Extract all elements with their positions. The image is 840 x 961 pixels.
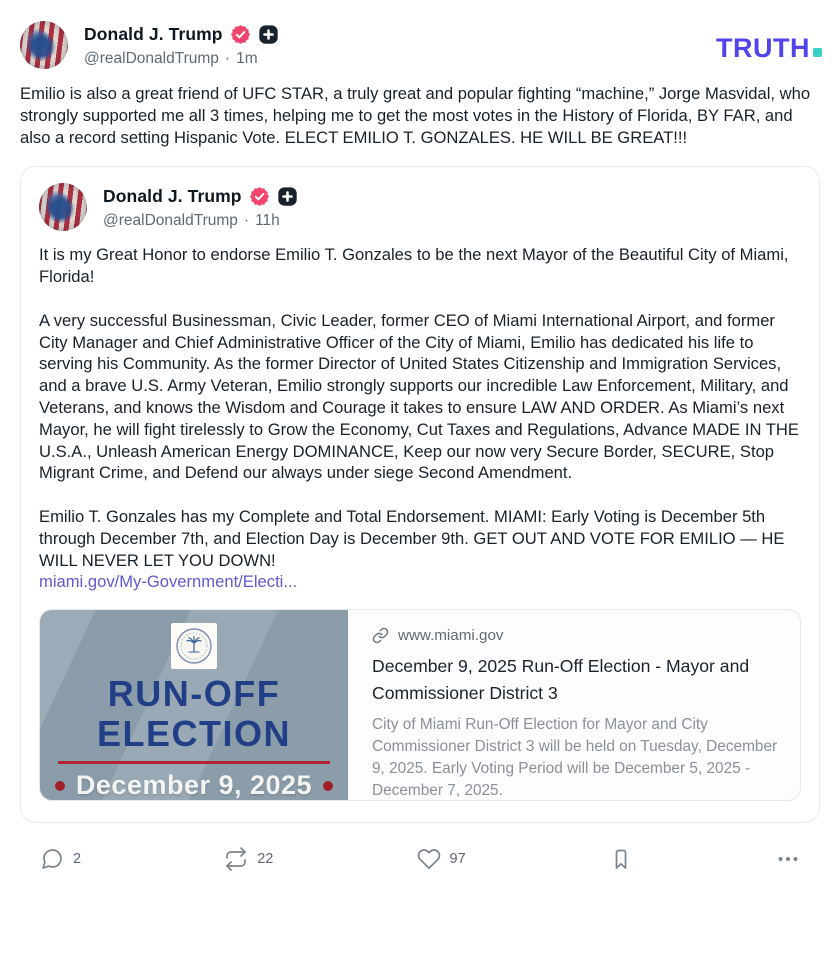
- separator-dot: ·: [243, 212, 250, 230]
- more-button[interactable]: [776, 847, 800, 871]
- truth-logo-text: TRUTH: [716, 33, 810, 63]
- link-preview-image: [40, 610, 348, 800]
- post-url-link[interactable]: miami.gov/My-Government/Electi...: [39, 572, 298, 592]
- truth-plus-badge-icon: [258, 24, 279, 45]
- runoff-headline-2: ELECTION: [96, 713, 291, 755]
- verified-badge-icon: [249, 186, 270, 207]
- quoted-post-timestamp[interactable]: 11h: [255, 212, 280, 230]
- quoted-post-card[interactable]: [20, 166, 820, 823]
- runoff-headline-1: RUN-OFF: [107, 673, 281, 715]
- truth-logo[interactable]: [716, 33, 822, 64]
- reply-count: 2: [73, 851, 82, 868]
- quoted-author-handle[interactable]: @realDonaldTrump: [103, 212, 238, 230]
- retruth-count: 22: [257, 851, 274, 868]
- link-preview-body: [348, 610, 800, 800]
- like-icon: [417, 847, 441, 871]
- miami-city-seal: [171, 623, 217, 669]
- quoted-paragraph: Emilio T. Gonzales has my Complete and Total Endorsement. MIAMI: Early Voting is December 5th through December 7th, and Election Day is December 9th. GET OUT AND VOTE FOR EMILIO — HE WILL NEVER LET YOU DOWN!: [39, 506, 785, 570]
- quoted-post-text: [39, 244, 801, 593]
- quoted-avatar[interactable]: [39, 183, 87, 231]
- like-button[interactable]: [417, 847, 466, 871]
- city-seal-icon: [174, 626, 214, 666]
- post-timestamp[interactable]: 1m: [236, 50, 258, 67]
- like-count: 97: [449, 851, 466, 868]
- link-icon: [372, 627, 389, 644]
- link-preview-title[interactable]: December 9, 2025 Run-Off Election - Mayor and Commissioner District 3: [372, 656, 750, 703]
- author-block: [84, 21, 279, 68]
- bookmark-icon: [609, 847, 633, 871]
- link-preview-description: City of Miami Run-Off Election for Mayor and City Commissioner District 3 will be held on Tuesday, December 9, 2025. Early Voting Period will be December 5, 2025 - December 7, 2025.: [372, 716, 778, 800]
- red-bullet-icon: [323, 781, 333, 791]
- link-preview-domain: www.miami.gov: [398, 627, 504, 645]
- reply-button[interactable]: [40, 847, 81, 871]
- post-text: Emilio is also a great friend of UFC STAR, a truly great and popular fighting “machine,” Jorge Masvidal, who strongly supported me all 3 times, helping me to get the most votes in the History of Florida, BY FAR, and also a record setting Hispanic Vote. ELECT EMILIO T. GONZALES. HE WILL BE GREAT!!!: [20, 84, 811, 147]
- separator-dot: ·: [224, 50, 231, 67]
- link-preview-card[interactable]: [39, 609, 801, 801]
- more-icon: [776, 847, 800, 871]
- red-divider: [58, 761, 330, 764]
- action-bar: [20, 837, 820, 881]
- bookmark-button[interactable]: [609, 847, 633, 871]
- quoted-paragraph: It is my Great Honor to endorse Emilio T. Gonzales to be the next Mayor of the Beautiful City of Miami, Florida!: [39, 245, 789, 287]
- quoted-author-name[interactable]: Donald J. Trump: [103, 186, 242, 207]
- avatar[interactable]: [20, 21, 68, 69]
- verified-badge-icon: [230, 24, 251, 45]
- quoted-paragraph: A very successful Businessman, Civic Leader, former CEO of Miami International Airport, and former City Manager and Chief Administrative Officer of the City of Miami, Emilio has dedicated his life to serving his Community. As the former Director of United States Citizenship and Immigration Services, and a brave U.S. Army Veteran, Emilio strongly supports our incredible Law Enforcement, Military, and Veterans, and knows the Wisdom and Courage it takes to ensure LAW AND ORDER. As Miami’s next Mayor, he will fight tirelessly to Grow the Economy, Cut Taxes and Regulations, Advance MADE IN THE U.S.A., Unleash American Energy DOMINANCE, Keep our now very Secure Border, SECURE, Stop Migrant Crime, and Defend our always under siege Second Amendment.: [39, 310, 799, 483]
- truth-plus-badge-icon: [277, 186, 298, 207]
- quoted-post-header: [39, 183, 801, 231]
- reply-icon: [40, 847, 64, 871]
- post-header: [20, 21, 820, 69]
- retruth-icon: [224, 847, 248, 871]
- author-name[interactable]: Donald J. Trump: [84, 24, 223, 44]
- retruth-button[interactable]: [224, 847, 273, 871]
- election-date-text: December 9, 2025: [75, 770, 313, 801]
- truth-logo-dot-icon: [813, 48, 822, 57]
- red-bullet-icon: [55, 781, 65, 791]
- author-handle[interactable]: @realDonaldTrump: [84, 50, 219, 67]
- election-date-row: [40, 770, 348, 800]
